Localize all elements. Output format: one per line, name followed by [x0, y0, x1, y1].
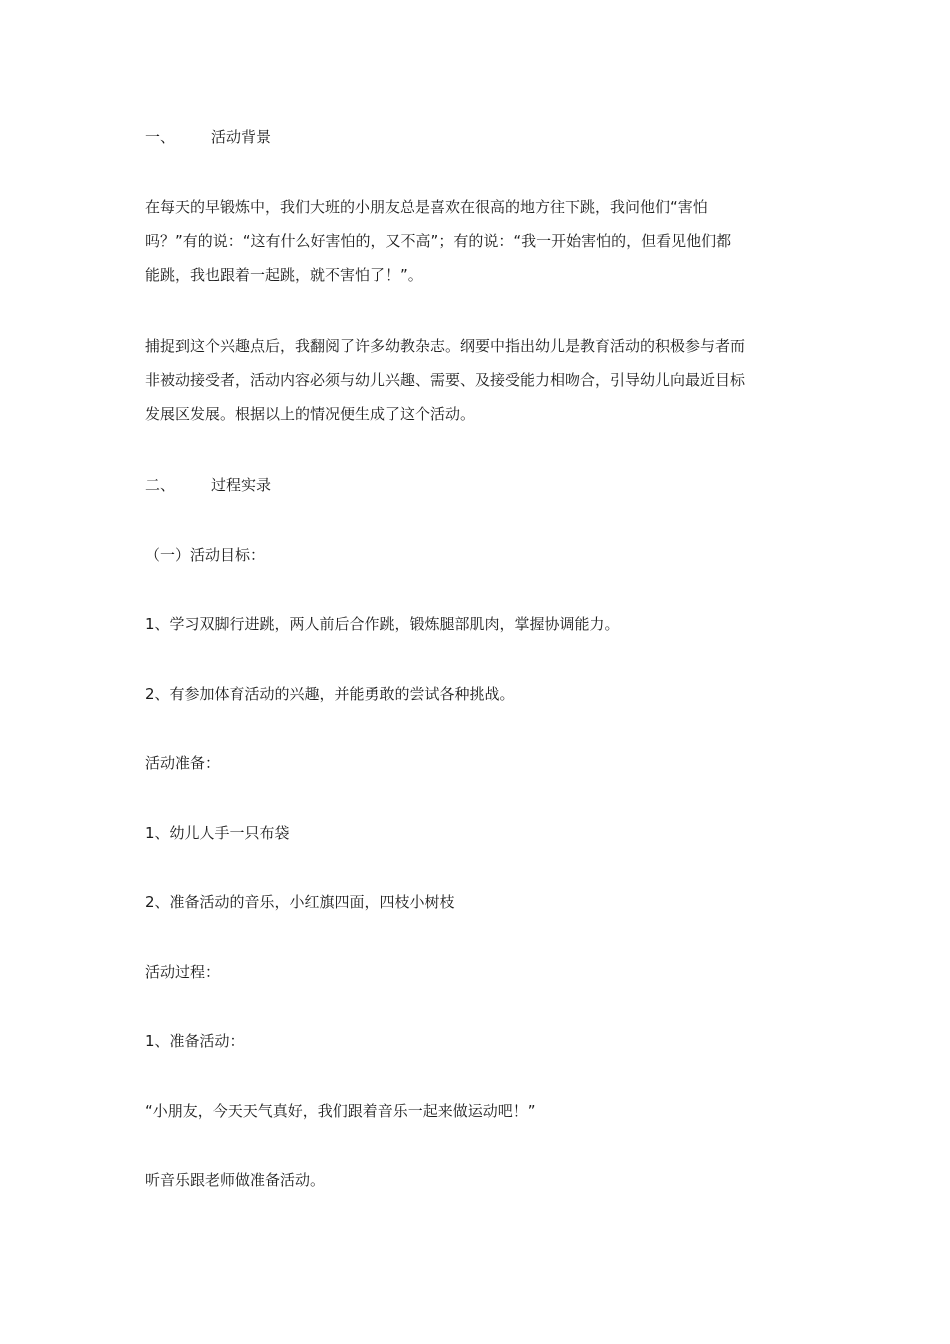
background-paragraph-1	[145, 190, 813, 292]
background-paragraph-2	[145, 329, 813, 431]
process-step-1: 1、准备活动：	[145, 1032, 245, 1050]
section-heading-process	[145, 468, 813, 502]
section-number: 一、	[145, 128, 176, 146]
goal-item-2: 2、有参加体育活动的兴趣，并能勇敢的尝试各种挑战。	[145, 685, 515, 703]
preparation-heading: 活动准备：	[145, 754, 221, 772]
paragraph-line: 吗？”有的说：“这有什么好害怕的，又不高”；有的说：“我一开始害怕的，但看见他们都	[145, 232, 732, 250]
section-title: 过程实录	[211, 476, 272, 494]
section-number: 二、	[145, 476, 176, 494]
goal-item-1: 1、学习双脚行进跳，两人前后合作跳，锻炼腿部肌肉，掌握协调能力。	[145, 615, 620, 633]
section-title: 活动背景	[211, 128, 272, 146]
paragraph-line: 发展区发展。根据以上的情况便生成了这个活动。	[145, 405, 476, 423]
goals-heading: （一）活动目标：	[145, 546, 266, 564]
paragraph-line: 捕捉到这个兴趣点后，我翻阅了许多幼教杂志。纲要中指出幼儿是教育活动的积极参与者而	[145, 337, 746, 355]
closing-line: 听音乐跟老师做准备活动。	[145, 1171, 326, 1189]
paragraph-line: 非被动接受者，活动内容必须与幼儿兴趣、需要、及接受能力相吻合，引导幼儿向最近目标	[145, 371, 746, 389]
process-heading: 活动过程：	[145, 963, 221, 981]
section-heading-background	[145, 120, 813, 154]
preparation-item-1: 1、幼儿人手一只布袋	[145, 824, 290, 842]
preparation-item-2: 2、准备活动的音乐，小红旗四面，四枝小树枝	[145, 893, 455, 911]
paragraph-line: 在每天的早锻炼中，我们大班的小朋友总是喜欢在很高的地方往下跳，我问他们“害怕	[145, 198, 708, 216]
teacher-quote: “小朋友，今天天气真好，我们跟着音乐一起来做运动吧！”	[145, 1102, 536, 1120]
paragraph-line: 能跳，我也跟着一起跳，就不害怕了！”。	[145, 266, 423, 284]
